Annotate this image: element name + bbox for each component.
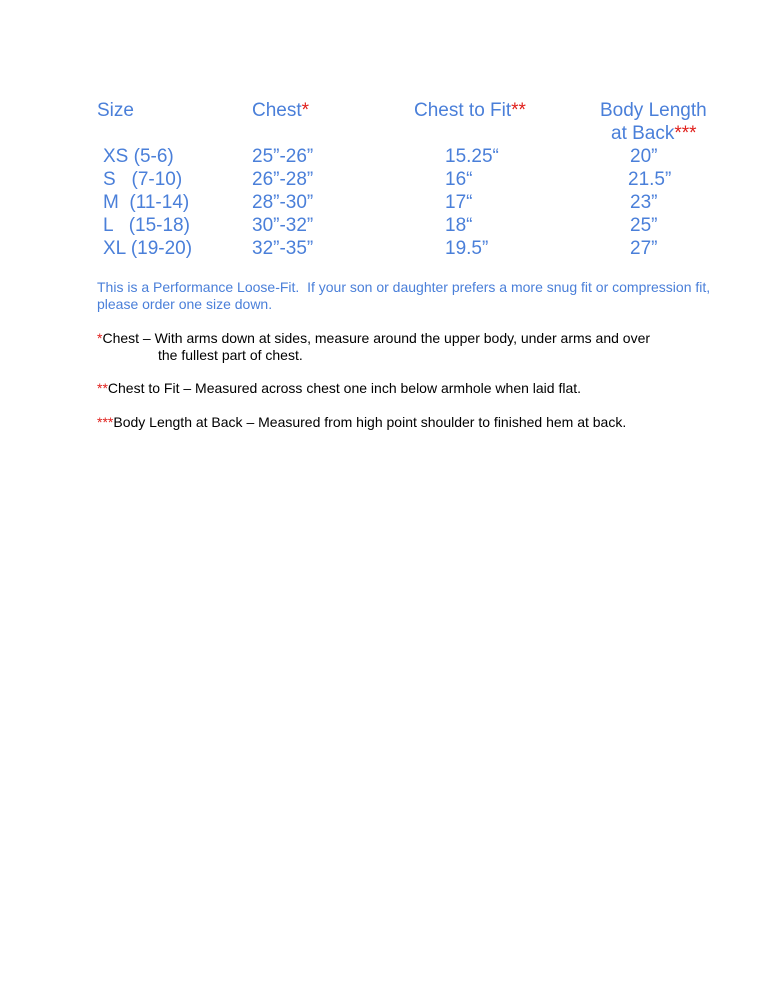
row-xs-chest: 25”-26” bbox=[252, 146, 314, 167]
row-xs-length: 20” bbox=[630, 146, 658, 167]
header-size: Size bbox=[97, 100, 134, 121]
header-chest-mark: * bbox=[301, 100, 310, 121]
performance-note-line2: please order one size down. bbox=[97, 296, 273, 312]
chest-footnote-line1 bbox=[97, 330, 650, 347]
chest-footnote-line2: the fullest part of chest. bbox=[158, 347, 303, 363]
row-xl-size: XL (19-20) bbox=[103, 238, 193, 259]
row-xl-length: 27” bbox=[630, 238, 658, 259]
header-chest-fit-mark: ** bbox=[511, 100, 526, 121]
row-xs-fit: 15.25“ bbox=[445, 146, 499, 167]
header-body-length-line1: Body Length bbox=[600, 100, 707, 121]
row-m-chest: 28”-30” bbox=[252, 192, 314, 213]
row-l-length: 25” bbox=[630, 215, 658, 236]
row-xl-chest: 32”-35” bbox=[252, 238, 314, 259]
body-length-footnote-mark: *** bbox=[97, 414, 114, 430]
header-body-length-line2 bbox=[611, 122, 697, 145]
row-s-length: 21.5” bbox=[628, 169, 672, 190]
chest-fit-footnote bbox=[97, 380, 581, 397]
body-length-footnote-text: Body Length at Back – Measured from high point shoulder to finished hem at back. bbox=[113, 414, 627, 430]
performance-note-line1: This is a Performance Loose-Fit. If your son or daughter prefers a more snug fit or compression fit, bbox=[97, 279, 711, 295]
row-s-chest: 26”-28” bbox=[252, 169, 314, 190]
chest-fit-footnote-mark: ** bbox=[97, 380, 108, 396]
row-l-chest: 30”-32” bbox=[252, 215, 314, 236]
row-m-length: 23” bbox=[630, 192, 658, 213]
header-chest-to-fit bbox=[414, 99, 526, 122]
row-s-size: S (7-10) bbox=[103, 169, 183, 190]
chest-footnote-mark: * bbox=[97, 330, 103, 346]
chest-footnote-text: Chest – With arms down at sides, measure around the upper body, under arms and over bbox=[102, 330, 651, 346]
body-length-footnote bbox=[97, 414, 626, 431]
header-body-length-label: at Back bbox=[611, 123, 675, 144]
row-s-fit: 16“ bbox=[445, 169, 473, 190]
row-l-size: L (15-18) bbox=[103, 215, 190, 236]
row-xs-size: XS (5-6) bbox=[103, 146, 174, 167]
chest-fit-footnote-text: Chest to Fit – Measured across chest one inch below armhole when laid flat. bbox=[107, 380, 582, 396]
row-m-fit: 17“ bbox=[445, 192, 473, 213]
row-m-size: M (11-14) bbox=[103, 192, 190, 213]
header-chest-label: Chest bbox=[252, 100, 302, 121]
header-body-length-mark: *** bbox=[674, 123, 697, 144]
header-chest bbox=[252, 99, 309, 122]
row-l-fit: 18“ bbox=[445, 215, 473, 236]
header-chest-fit-label: Chest to Fit bbox=[414, 100, 512, 121]
row-xl-fit: 19.5” bbox=[445, 238, 489, 259]
performance-note bbox=[97, 279, 710, 313]
